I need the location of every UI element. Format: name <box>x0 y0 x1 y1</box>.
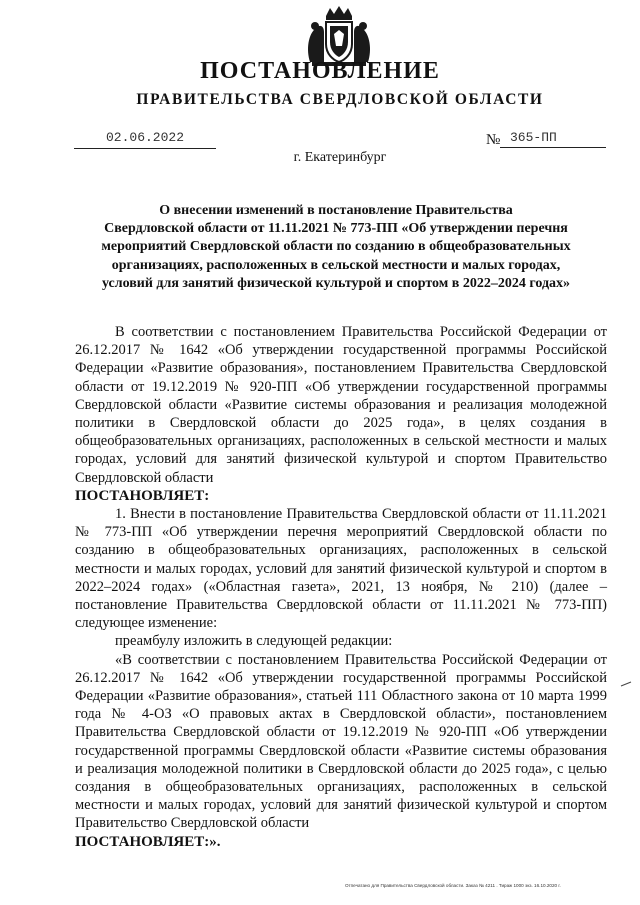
number-sign: № <box>486 132 501 148</box>
resolves-label: ПОСТАНОВЛЯЕТ: <box>75 487 210 504</box>
margin-mark-icon <box>620 680 632 688</box>
heading-line: условий для занятий физической культурой и спортом в 2022–2024 годах» <box>101 275 571 291</box>
city-line: г. Екатеринбург <box>293 150 387 165</box>
document-heading <box>60 202 612 293</box>
document-date: 02.06.2022 <box>74 130 216 149</box>
heading-line: Свердловской области от 11.11.2021 № 773-ПП «Об утверждении перечня <box>104 221 568 237</box>
print-note: Отпечатано для Правительства Свердловской области. Заказ № 4211 . Тираж 1000 экз. 16.10.2020 г. <box>345 883 561 888</box>
document-type-title: ПОСТАНОВЛЕНИЕ <box>200 58 440 84</box>
preamble-paragraph: В соответствии с постановлением Правительства Российской Федерации от 26.12.2017 № 1642 «Об утверждении государственной программы Российской Федерации «Развитие образования», постановлением Правительства Свердловской области от 19.12.2019 № 920-ПП «Об утверждении государственной программы Свердловской области «Развитие системы образования и реализация молодежной политики в Свердловской области до 2025 года», в целях создания в общеобразовательных организациях, расположенных в сельской местности и малых городах, условий для занятий физической культурой и спортом Правительство Свердловской области <box>75 324 607 486</box>
new-preamble-paragraph: «В соответствии с постановлением Правительства Российской Федерации от 26.12.2017 № 1642 «Об утверждении государственной программы Российской Федерации «Развитие образования», статьей 111 Областного закона от 10 марта 1999 года № 4-ОЗ «О правовых актах в Свердловской области», постановлением Правительства Свердловской области от 19.12.2019 № 920-ПП «Об утверждении государственной программы Свердловской области «Развитие системы образования и реализация молодежной политики в Свердловской области до 2025 года», с целью создания в общеобразовательных организациях, расположенных в сельской местности и малых городах, условий для занятий физической культурой и спортом Правительство Свердловской области <box>75 651 607 832</box>
amendment-intro-paragraph: преамбулу изложить в следующей редакции: <box>115 633 393 650</box>
heading-line: организациях, расположенных в сельской местности и малых городах, <box>111 257 561 273</box>
resolves-quoted-label: ПОСТАНОВЛЯЕТ:». <box>75 833 221 850</box>
issuing-authority: ПРАВИТЕЛЬСТВА СВЕРДЛОВСКОЙ ОБЛАСТИ <box>136 91 544 108</box>
heading-line: О внесении изменений в постановление Правительства <box>159 203 513 218</box>
document-body <box>75 323 607 851</box>
document-number: 365-ПП <box>500 130 606 148</box>
heading-line: мероприятий Свердловской области по созданию в общеобразовательных <box>101 239 571 255</box>
clause-1-paragraph: 1. Внести в постановление Правительства Свердловской области от 11.11.2021 № 773-ПП «Об утверждении перечня мероприятий Свердловской области по созданию в общеобразовательных организациях, расположенных в сельской местности и малых городах, условий для занятий физической культурой и спортом в 2022–2024 годах» («Областная газета», 2021, 13 ноября, № 210) (далее – постановление Правительства Свердловской области от 11.11.2021 № 773-ПП) следующее изменение: <box>75 506 607 632</box>
